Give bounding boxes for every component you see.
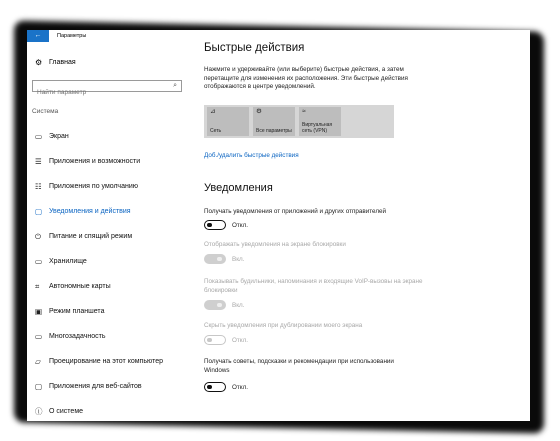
toggle-row-app-notifications xyxy=(204,220,248,230)
toggle-state: Откл. xyxy=(232,221,249,229)
storage-icon: ▭ xyxy=(35,257,43,266)
sidebar-item-label: Экран xyxy=(49,133,69,140)
sidebar-item-power[interactable] xyxy=(27,224,192,249)
sidebar-item-offline-maps[interactable] xyxy=(27,274,192,299)
setting-label-app-notifications: Получать уведомления от приложений и других отправителей xyxy=(204,208,387,215)
sidebar-item-apps[interactable] xyxy=(27,149,192,174)
tile-network[interactable] xyxy=(207,107,249,136)
default-apps-icon: ☷ xyxy=(35,182,42,191)
tablet-icon: ▣ xyxy=(35,307,43,316)
sidebar-item-label: Приложения по умолчанию xyxy=(49,183,138,190)
toggle-row-lock-screen xyxy=(204,254,244,264)
gear-icon: ⚙ xyxy=(35,58,43,67)
sidebar-item-label: Уведомления и действия xyxy=(49,208,131,215)
tips-toggle[interactable] xyxy=(204,382,226,392)
tile-vpn[interactable] xyxy=(299,107,341,136)
setting-label-tips: Получать советы, подсказки и рекомендации при использовании Windows xyxy=(204,358,394,374)
toggle-knob xyxy=(207,223,212,228)
quick-actions-description: Нажмите и удерживайте (или выберите) быстрые действия, а затем перетащите для изменения их расположения. Эти быстрые действия отображаются в центре уведомлений. xyxy=(204,66,408,90)
setting-label-hide-duplicating: Скрыть уведомления при дублировании моего экрана xyxy=(204,322,363,329)
title-bar xyxy=(27,30,530,42)
hide-duplicating-toggle[interactable] xyxy=(204,335,226,345)
sidebar-item-label: Хранилище xyxy=(49,258,87,265)
info-icon: ⓘ xyxy=(35,407,43,416)
setting-label-alarms-voip: Показывать будильники, напоминания и входящие VoIP-вызовы на экране блокировки xyxy=(204,278,423,294)
search-input[interactable] xyxy=(33,88,167,98)
sidebar xyxy=(27,42,192,421)
multitask-icon: ▭ xyxy=(35,332,43,341)
sidebar-home[interactable] xyxy=(35,58,76,67)
sidebar-item-tablet-mode[interactable] xyxy=(27,299,192,324)
power-icon: ⏻ xyxy=(35,231,41,241)
toggle-knob xyxy=(217,257,222,262)
sidebar-item-web-apps[interactable] xyxy=(27,374,192,399)
toggle-row-alarms-voip xyxy=(204,300,244,310)
toggle-row-hide-duplicating xyxy=(204,335,248,345)
sidebar-item-multitasking[interactable] xyxy=(27,324,192,349)
tile-all-settings[interactable] xyxy=(253,107,295,136)
settings-window xyxy=(27,30,530,421)
app-notifications-toggle[interactable] xyxy=(204,220,226,230)
search-icon[interactable]: ⌕ xyxy=(173,82,177,89)
toggle-state: Откл. xyxy=(232,336,249,344)
search-box xyxy=(32,80,182,92)
toggle-state: Откл. xyxy=(232,383,249,391)
sidebar-section-label: Система xyxy=(32,108,59,115)
toggle-row-tips xyxy=(204,382,248,392)
back-button[interactable]: ← xyxy=(27,30,49,42)
sidebar-item-label: Режим планшета xyxy=(49,308,105,315)
vpn-icon: ≈ xyxy=(302,108,306,115)
window-title: Параметры xyxy=(57,33,87,39)
notifications-icon: ▢ xyxy=(35,207,43,216)
edit-quick-actions-link[interactable]: Доб./удалить быстрые действия xyxy=(204,152,299,159)
sidebar-item-label: Питание и спящий режим xyxy=(49,233,133,240)
settings-gear-icon: ⚙ xyxy=(256,108,262,115)
toggle-state: Вкл. xyxy=(232,255,245,263)
sidebar-item-display[interactable] xyxy=(27,124,192,149)
toggle-knob xyxy=(207,338,212,343)
notifications-title: Уведомления xyxy=(204,182,273,194)
sidebar-home-label: Главная xyxy=(49,59,76,66)
network-icon: ⊿ xyxy=(210,108,216,115)
apps-list-icon: ☰ xyxy=(35,157,42,166)
sidebar-item-projecting[interactable] xyxy=(27,349,192,374)
tile-label: Все параметры xyxy=(256,127,292,134)
sidebar-nav xyxy=(27,124,192,421)
sidebar-item-default-apps[interactable] xyxy=(27,174,192,199)
sidebar-item-label: Проецирование на этот компьютер xyxy=(49,358,163,365)
monitor-icon: ▭ xyxy=(35,132,43,141)
sidebar-item-notifications[interactable] xyxy=(27,199,192,224)
toggle-knob xyxy=(217,303,222,308)
sidebar-item-label: Автономные карты xyxy=(49,283,111,290)
quick-actions-title: Быстрые действия xyxy=(204,42,305,54)
tile-label: Сеть xyxy=(210,127,222,134)
sidebar-item-label: Приложения и возможности xyxy=(49,158,141,165)
toggle-state: Вкл. xyxy=(232,301,245,309)
toggle-knob xyxy=(207,385,212,390)
lock-screen-toggle[interactable] xyxy=(204,254,226,264)
sidebar-item-about[interactable] xyxy=(27,399,192,421)
quick-actions-tiles xyxy=(204,105,394,138)
alarms-voip-toggle[interactable] xyxy=(204,300,226,310)
web-apps-icon: ▢ xyxy=(35,382,43,391)
project-icon: ▱ xyxy=(35,357,41,366)
setting-label-lock-screen: Отображать уведомления на экране блокировки xyxy=(204,241,346,248)
sidebar-item-storage[interactable] xyxy=(27,249,192,274)
tile-label: Виртуальная сеть (VPN) xyxy=(302,122,333,134)
sidebar-item-label: О системе xyxy=(49,408,84,415)
sidebar-item-label: Приложения для веб-сайтов xyxy=(49,383,142,390)
map-icon: ⌗ xyxy=(35,281,40,291)
sidebar-item-label: Многозадачность xyxy=(49,333,106,340)
